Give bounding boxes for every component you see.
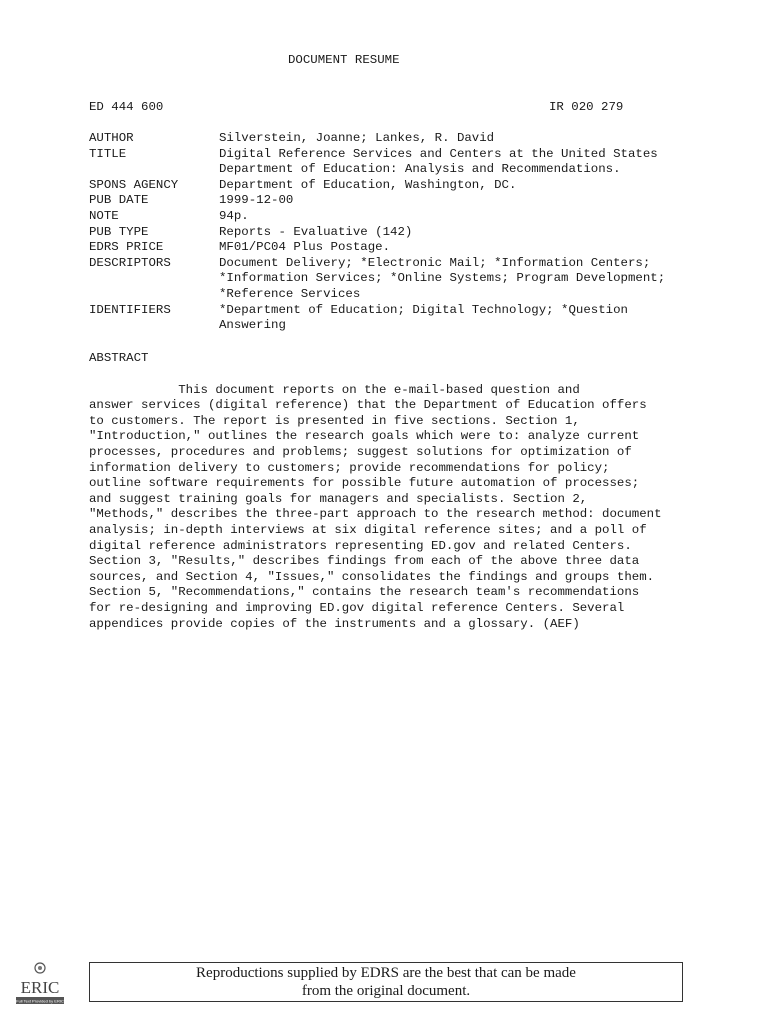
field-identifiers xyxy=(89,303,729,334)
abstract-line: processes, procedures and problems; suggest solutions for optimization of xyxy=(89,444,632,459)
abstract-line: outline software requirements for possible future automation of processes; xyxy=(89,476,640,491)
abstract-line: "Introduction," outlines the research goals which were to: analyze current xyxy=(89,429,640,444)
field-title xyxy=(89,147,729,178)
abstract-body xyxy=(89,367,662,648)
field-value: Silverstein, Joanne; Lankes, R. David xyxy=(219,131,495,145)
field-label: PUB DATE xyxy=(89,193,149,208)
abstract-label: ABSTRACT xyxy=(89,351,149,365)
field-value: *Department of Education; Digital Technology; *Question Answering xyxy=(219,302,628,333)
field-value: 1999-12-00 xyxy=(219,193,294,208)
field-label: NOTE xyxy=(89,208,119,223)
svg-text:Full Text Provided by ERIC: Full Text Provided by ERIC xyxy=(16,998,64,1004)
field-value: MF01/PC04 Plus Postage. xyxy=(219,240,391,255)
field-label: TITLE xyxy=(89,146,127,161)
field-value: Digital Reference Services and Centers at the United States Department of Education: Analysis and Recommendations. xyxy=(219,146,658,177)
field-edrs-price xyxy=(89,240,729,256)
reproduction-notice xyxy=(89,962,683,1002)
field-note xyxy=(89,209,729,225)
abstract-line: digital reference administrators representing ED.gov and related Centers. xyxy=(89,538,632,553)
svg-text:ERIC: ERIC xyxy=(20,978,60,997)
abstract-line: analysis; in-depth interviews at six digital reference sites; and a poll of xyxy=(89,522,647,537)
document-header: DOCUMENT RESUME xyxy=(288,53,400,67)
field-value: Department of Education, Washington, DC. xyxy=(219,177,517,192)
bibliographic-fields xyxy=(89,131,729,334)
field-value: Document Delivery; *Electronic Mail; *Information Centers; *Information Services; *Online Systems; Program Development; *Reference Services xyxy=(219,255,666,301)
abstract-line: This document reports on the e-mail-based question and xyxy=(89,382,580,397)
abstract-line: appendices provide copies of the instruments and a glossary. (AEF) xyxy=(89,616,580,631)
ir-number: IR 020 279 xyxy=(549,100,624,114)
field-pub-date xyxy=(89,193,729,209)
field-label: IDENTIFIERS xyxy=(89,302,171,317)
notice-line-2: from the original document. xyxy=(301,983,471,999)
field-label: DESCRIPTORS xyxy=(89,255,171,270)
field-spons-agency xyxy=(89,178,729,194)
field-label: PUB TYPE xyxy=(89,224,149,239)
field-label: EDRS PRICE xyxy=(89,240,164,255)
field-label: AUTHOR xyxy=(89,131,134,145)
field-value: 94p. xyxy=(219,208,249,223)
field-author xyxy=(89,131,729,147)
abstract-line: sources, and Section 4, "Issues," consolidates the findings and groups them. xyxy=(89,569,655,584)
abstract-line: Section 5, "Recommendations," contains the research team's recommendations xyxy=(89,585,640,600)
eric-logo xyxy=(12,962,68,1006)
field-pub-type xyxy=(89,225,729,241)
abstract-line: to customers. The report is presented in five sections. Section 1, xyxy=(89,413,580,428)
abstract-line: and suggest training goals for managers and specialists. Section 2, xyxy=(89,491,588,506)
field-label: SPONS AGENCY xyxy=(89,177,179,192)
abstract-line: for re-designing and improving ED.gov digital reference Centers. Several xyxy=(89,600,625,615)
field-value: Reports - Evaluative (142) xyxy=(219,224,413,239)
ed-number: ED 444 600 xyxy=(89,100,164,114)
abstract-line: "Methods," describes the three-part approach to the research method: document xyxy=(89,507,662,522)
field-descriptors xyxy=(89,256,729,303)
abstract-line: answer services (digital reference) that the Department of Education offers xyxy=(89,398,647,413)
abstract-line: information delivery to customers; provide recommendations for policy; xyxy=(89,460,610,475)
abstract-line: Section 3, "Results," describes findings from each of the above three data xyxy=(89,554,640,569)
notice-line-1: Reproductions supplied by EDRS are the best that can be made xyxy=(196,965,576,981)
